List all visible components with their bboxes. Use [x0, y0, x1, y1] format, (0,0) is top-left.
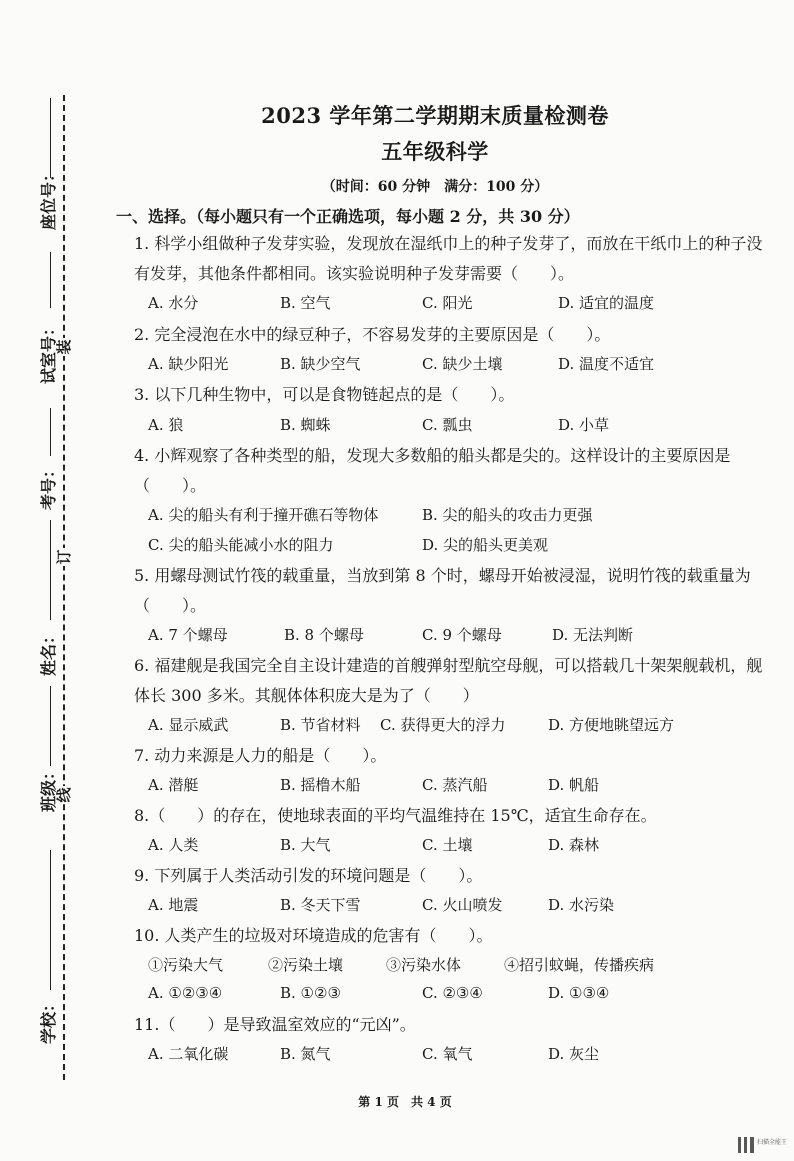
class-line [50, 686, 51, 766]
q4-option-d: D. 尖的船头更美观 [422, 536, 549, 554]
q10-option-a: A. ①②③④ [148, 984, 223, 1002]
question-10-statements [148, 954, 768, 978]
question-4-options-row1 [148, 504, 768, 528]
q8-option-d: D. 森林 [548, 836, 600, 854]
q9-option-d: D. 水污染 [548, 896, 615, 914]
exam-subject: 五年级科学 [381, 139, 489, 164]
question-6-options [148, 714, 768, 738]
q10-option-c: C. ②③④ [422, 984, 483, 1002]
scanner-watermark: 扫描全能王 [757, 1139, 788, 1146]
question-7: 7. 动力来源是人力的船是（ ）。 [134, 746, 387, 765]
question-11: 11.（ ）是导致温室效应的“元凶”。 [134, 1015, 416, 1034]
name-label: 姓名： [39, 627, 58, 676]
q2-option-d: D. 温度不适宜 [558, 355, 655, 373]
q7-option-b: B. 摇橹木船 [280, 776, 361, 794]
q2-option-a: A. 缺少阳光 [148, 355, 229, 373]
question-2-options [148, 353, 768, 377]
seat-number-line [50, 98, 51, 178]
question-10-options [148, 984, 768, 1008]
question-1: 1. 科学小组做种子发芽实验，发现放在湿纸巾上的种子发芽了，而放在干纸巾上的种子没有发芽，其他条件都相同。该实验说明种子发芽需要（ ）。 [134, 234, 763, 283]
q3-option-a: A. 狼 [148, 416, 184, 434]
q8-option-c: C. 土壤 [422, 836, 473, 854]
school-line [50, 850, 51, 990]
q9-option-c: C. 火山喷发 [422, 896, 503, 914]
q1-option-c: C. 阳光 [422, 294, 473, 312]
room-number-label: 试室号： [39, 319, 58, 384]
exam-info: （时间：60 分钟 满分：100 分） [321, 179, 549, 195]
question-4-options-row2 [148, 534, 768, 558]
question-9-options [148, 894, 768, 918]
q11-option-b: B. 氮气 [280, 1045, 331, 1063]
q6-option-d: D. 方便地眺望远方 [548, 716, 675, 734]
q10-statement-2: ②污染土壤 [268, 956, 344, 974]
q5-option-d: D. 无法判断 [552, 626, 634, 644]
q2-option-c: C. 缺少土壤 [422, 355, 503, 373]
question-3: 3. 以下几种生物中，可以是食物链起点的是（ ）。 [134, 385, 515, 404]
q5-option-c: C. 9 个螺母 [422, 626, 502, 644]
question-5: 5. 用螺母测试竹筏的载重量，当放到第 8 个时，螺母开始被浸湿，说明竹筏的载重量为（ ）。 [134, 566, 751, 615]
q11-option-a: A. 二氧化碳 [148, 1045, 229, 1063]
q9-option-a: A. 地震 [148, 896, 199, 914]
q6-option-a: A. 显示威武 [148, 716, 229, 734]
room-number-line [50, 252, 51, 308]
exam-number-label: 考号： [39, 461, 58, 510]
q10-option-d: D. ①③④ [548, 984, 610, 1002]
seat-number-label: 座位号： [39, 165, 58, 230]
q5-option-a: A. 7 个螺母 [148, 626, 228, 644]
q10-statement-3: ③污染水体 [386, 956, 462, 974]
q4-option-b: B. 尖的船头的攻击力更强 [422, 506, 593, 524]
question-3-options [148, 414, 768, 438]
q5-option-b: B. 8 个螺母 [284, 626, 364, 644]
class-label: 班级： [39, 763, 58, 812]
q8-option-a: A. 人类 [148, 836, 199, 854]
school-label: 学校： [39, 995, 58, 1044]
question-6: 6. 福建舰是我国完全自主设计建造的首艘弹射型航空母舰，可以搭载几十架架舰载机，舰体长 300 多米。其舰体体积庞大是为了（ ） [134, 656, 763, 705]
question-2: 2. 完全浸泡在水中的绿豆种子，不容易发芽的主要原因是（ ）。 [134, 325, 611, 344]
q4-option-c: C. 尖的船头能减小水的阻力 [148, 536, 334, 554]
question-1-options [148, 292, 768, 316]
question-8-options [148, 834, 768, 858]
q3-option-c: C. 瓢虫 [422, 416, 473, 434]
binding-dashed-line [63, 95, 65, 1080]
q11-option-d: D. 灰尘 [548, 1045, 600, 1063]
q7-option-a: A. 潜艇 [148, 776, 199, 794]
q3-option-d: D. 小草 [558, 416, 610, 434]
q11-option-c: C. 氧气 [422, 1045, 473, 1063]
binding-char-ding: 订 [55, 549, 73, 565]
exam-number-line [50, 408, 51, 456]
q3-option-b: B. 蜘蛛 [280, 416, 331, 434]
question-9: 9. 下列属于人类活动引发的环境问题是（ ）。 [134, 866, 483, 885]
question-11-options [148, 1043, 768, 1067]
question-7-options [148, 774, 768, 798]
q9-option-b: B. 冬天下雪 [280, 896, 361, 914]
q8-option-b: B. 大气 [280, 836, 331, 854]
question-8: 8.（ ）的存在，使地球表面的平均气温维持在 15℃，适宜生命存在。 [134, 806, 657, 825]
question-4: 4. 小辉观察了各种类型的船，发现大多数船的船头都是尖的。这样设计的主要原因是（ ）。 [134, 446, 731, 495]
exam-title: 2023 学年第二学期期末质量检测卷 [261, 103, 609, 128]
binding-char-xian: 线 [55, 787, 73, 803]
scanner-qr-icon [738, 1137, 754, 1153]
q1-option-b: B. 空气 [280, 294, 331, 312]
page-footer: 第 1 页 共 4 页 [358, 1095, 452, 1109]
q2-option-b: B. 缺少空气 [280, 355, 361, 373]
q1-option-d: D. 适宜的温度 [558, 294, 655, 312]
name-line [50, 520, 51, 620]
q6-option-c: C. 获得更大的浮力 [380, 716, 506, 734]
question-10: 10. 人类产生的垃圾对环境造成的危害有（ ）。 [134, 926, 493, 945]
q4-option-a: A. 尖的船头有利于撞开礁石等物体 [148, 506, 379, 524]
q7-option-c: C. 蒸汽船 [422, 776, 488, 794]
q6-option-b: B. 节省材料 [280, 716, 361, 734]
section-heading: 一、选择。（每小题只有一个正确选项，每小题 2 分，共 30 分） [116, 207, 580, 226]
question-5-options [148, 624, 768, 648]
q7-option-d: D. 帆船 [548, 776, 600, 794]
q10-option-b: B. ①②③ [280, 984, 341, 1002]
q1-option-a: A. 水分 [148, 294, 199, 312]
q10-statement-4: ④招引蚊蝇，传播疾病 [504, 956, 655, 974]
binding-margin [0, 0, 95, 1161]
q10-statement-1: ①污染大气 [148, 956, 224, 974]
binding-char-zhuang: 装 [55, 339, 73, 355]
